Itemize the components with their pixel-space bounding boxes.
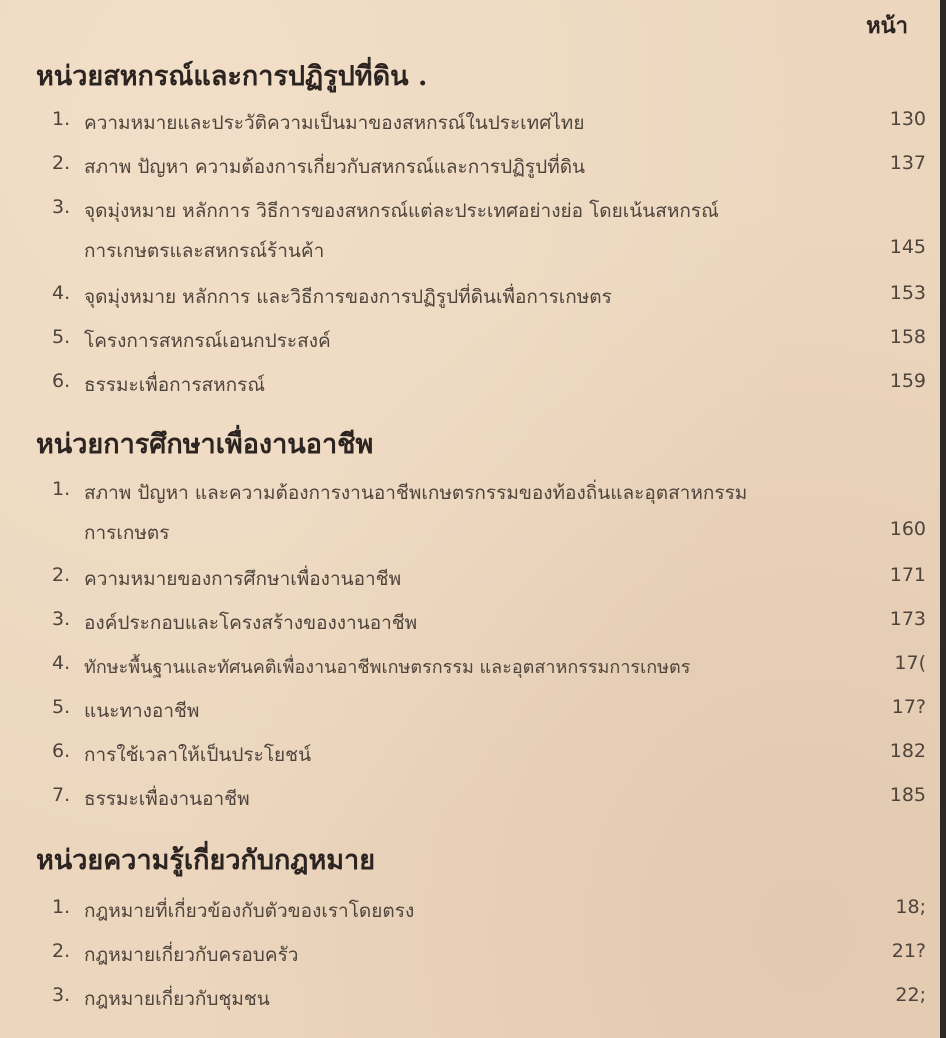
toc-entry [52, 564, 926, 604]
toc-entry [52, 652, 926, 692]
entry-page: 137 [889, 152, 926, 174]
entry-title-continued: การเกษตร [84, 522, 170, 544]
entry-title: สภาพ ปัญหา และความต้องการงานอาชีพเกษตรกรรมของท้องถิ่นและอุตสาหกรรม [84, 482, 748, 504]
entry-page: 159 [889, 370, 926, 392]
entry-number: 6. [52, 740, 71, 762]
entry-title: แนะทางอาชีพ [84, 700, 200, 722]
entry-title: กฎหมายที่เกี่ยวข้องกับตัวของเราโดยตรง [84, 900, 415, 922]
entry-number: 5. [52, 326, 71, 348]
entry-page: 182 [889, 740, 926, 762]
entry-title: องค์ประกอบและโครงสร้างของงานอาชีพ [84, 612, 418, 634]
entry-number: 1. [52, 478, 71, 500]
entry-title: การใช้เวลาให้เป็นประโยชน์ [84, 744, 312, 766]
entry-page: 17( [894, 652, 926, 674]
toc-entry [52, 370, 926, 410]
toc-entry [52, 608, 926, 648]
entry-title: ความหมายของการศึกษาเพื่องานอาชีพ [84, 568, 402, 590]
entry-number: 4. [52, 652, 71, 674]
entry-number: 3. [52, 196, 71, 218]
entry-page: 160 [889, 518, 926, 540]
entry-page: 130 [889, 108, 926, 130]
toc-entry [52, 108, 926, 148]
entry-title: ทักษะพื้นฐานและทัศนคติเพื่องานอาชีพเกษตรกรรม และอุตสาหกรรมการเกษตร [84, 657, 691, 678]
entry-title: โครงการสหกรณ์เอนกประสงค์ [84, 330, 331, 352]
entry-number: 2. [52, 564, 71, 586]
toc-entry [52, 478, 926, 558]
toc-entry [52, 282, 926, 322]
entry-number: 1. [52, 108, 71, 130]
toc-entry [52, 326, 926, 366]
entry-page: 21? [891, 940, 926, 962]
entry-title: สภาพ ปัญหา ความต้องการเกี่ยวกับสหกรณ์และการปฏิรูปที่ดิน [84, 156, 586, 178]
entry-page: 171 [889, 564, 926, 586]
entry-number: 3. [52, 608, 71, 630]
entry-number: 1. [52, 896, 71, 918]
toc-entry [52, 896, 926, 936]
toc-entry [52, 784, 926, 824]
entry-number: 6. [52, 370, 71, 392]
entry-number: 5. [52, 696, 71, 718]
page-edge-shadow [940, 0, 946, 1038]
entry-page: 153 [889, 282, 926, 304]
entry-number: 2. [52, 940, 71, 962]
toc-entry [52, 696, 926, 736]
entry-title: ธรรมะเพื่อการสหกรณ์ [84, 374, 266, 396]
entry-title: ธรรมะเพื่องานอาชีพ [84, 788, 250, 810]
entry-number: 3. [52, 984, 71, 1006]
toc-entry [52, 196, 926, 276]
entry-number: 4. [52, 282, 71, 304]
page-column-label: หน้า [866, 13, 908, 39]
entry-title: จุดมุ่งหมาย หลักการ วิธีการของสหกรณ์แต่ละประเทศอย่างย่อ โดยเน้นสหกรณ์ [84, 200, 719, 222]
entry-page: 185 [889, 784, 926, 806]
section-title-cooperatives: หน่วยสหกรณ์และการปฏิรูปที่ดิน . [36, 61, 428, 92]
entry-page: 18; [895, 896, 926, 918]
entry-page: 22; [895, 984, 926, 1006]
entry-title: กฎหมายเกี่ยวกับครอบครัว [84, 944, 299, 966]
entry-page: 17? [891, 696, 926, 718]
entry-page: 158 [889, 326, 926, 348]
toc-entry [52, 940, 926, 980]
section-title-law: หน่วยความรู้เกี่ยวกับกฎหมาย [36, 845, 376, 876]
entry-number: 2. [52, 152, 71, 174]
entry-title: กฎหมายเกี่ยวกับชุมชน [84, 988, 270, 1010]
entry-number: 7. [52, 784, 71, 806]
toc-entry [52, 984, 926, 1024]
section-title-vocational: หน่วยการศึกษาเพื่องานอาชีพ [36, 429, 374, 460]
toc-entry [52, 740, 926, 780]
entry-title: จุดมุ่งหมาย หลักการ และวิธีการของการปฏิรูปที่ดินเพื่อการเกษตร [84, 286, 612, 308]
entry-page: 173 [889, 608, 926, 630]
entry-title-continued: การเกษตรและสหกรณ์ร้านค้า [84, 240, 325, 262]
entry-title: ความหมายและประวัติความเป็นมาของสหกรณ์ในประเทศไทย [84, 112, 585, 134]
toc-entry [52, 152, 926, 192]
entry-page: 145 [889, 236, 926, 258]
